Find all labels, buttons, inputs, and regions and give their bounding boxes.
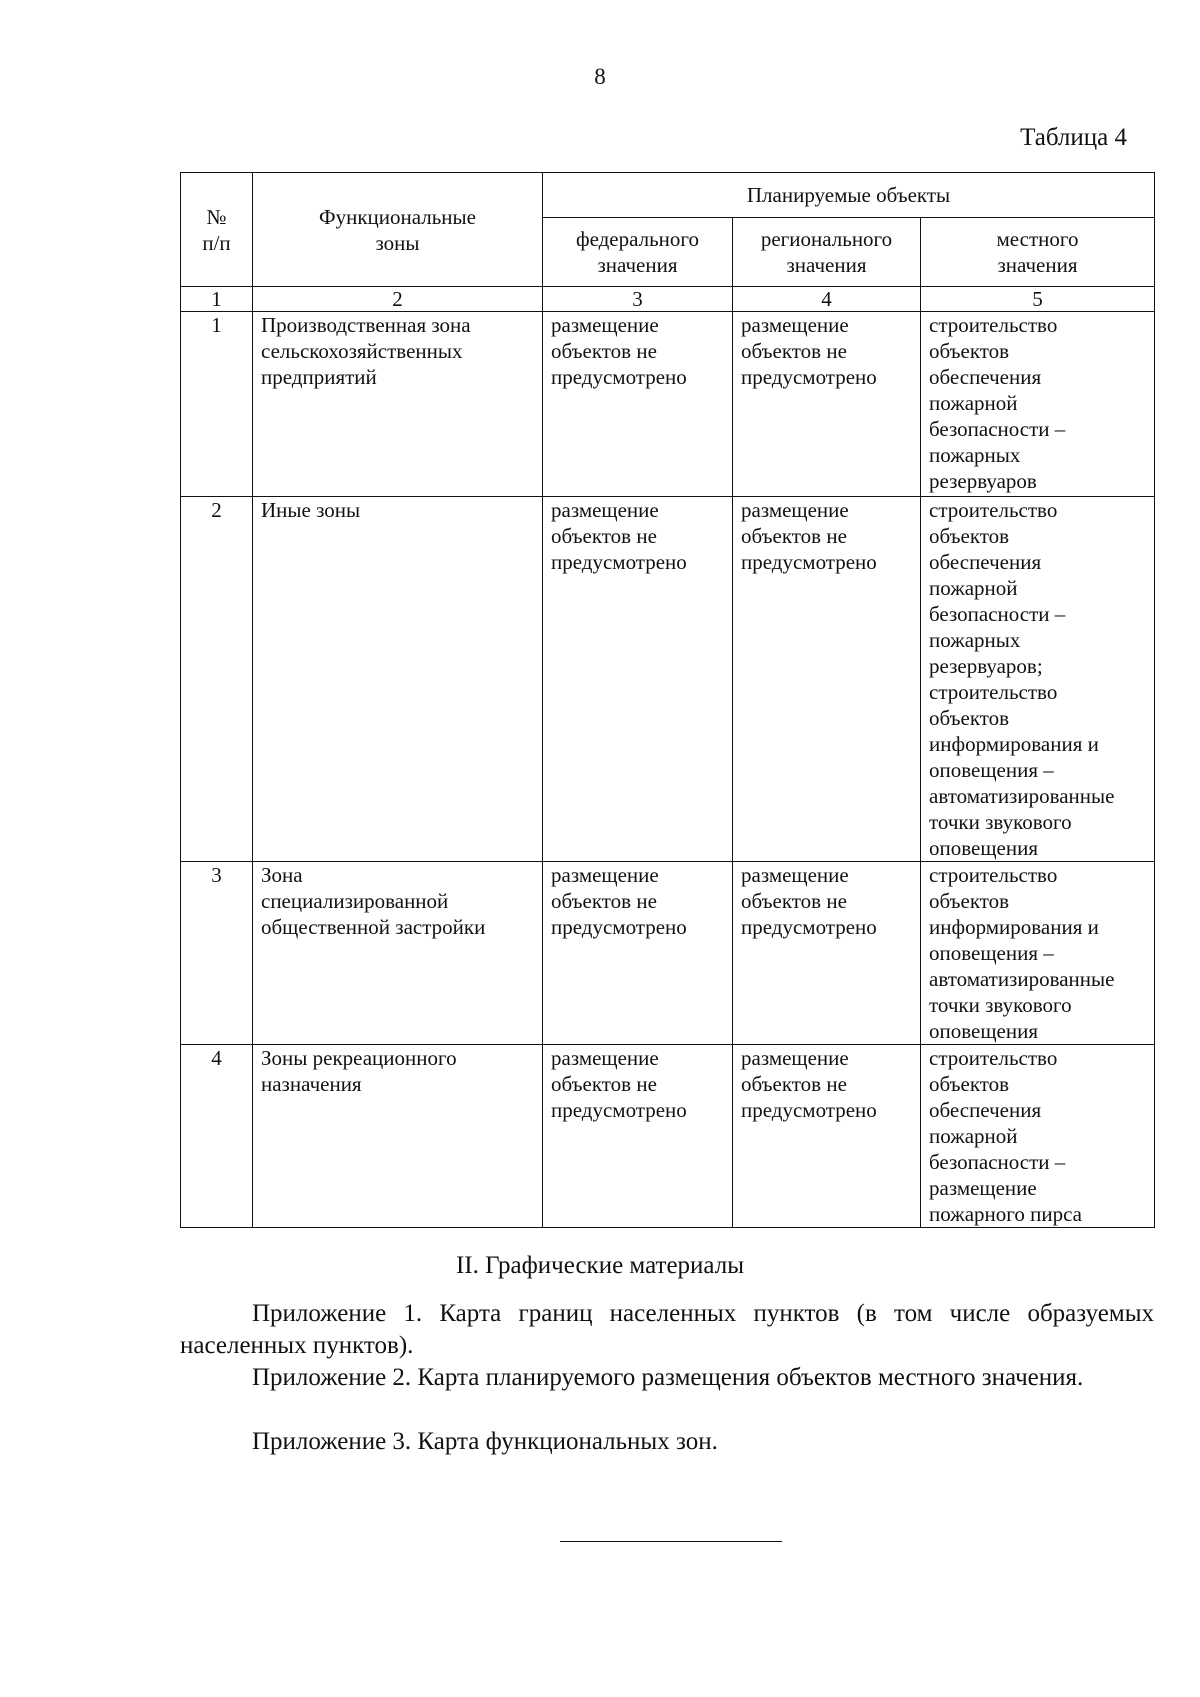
page-number: 8 [594,64,606,89]
planned-objects-table [180,172,1155,1228]
local-objects: строительство объектов информирования и оповещения – автоматизированные точки звукового оповещения [921,862,1155,1045]
row-number: 4 [181,1045,253,1228]
table-row [181,497,1155,862]
appendix-3: Приложение 3. Карта функциональных зон. [252,1428,718,1455]
table-caption: Таблица 4 [1020,124,1127,151]
header-local: местного значения [921,218,1155,287]
header-zones: Функциональные зоны [253,173,543,287]
header-federal: федерального значения [543,218,733,287]
federal-objects: размещение объектов не предусмотрено [543,862,733,1045]
table-row [181,1045,1155,1228]
federal-objects: размещение объектов не предусмотрено [543,497,733,862]
header-planned-objects: Планируемые объекты [543,173,1155,218]
regional-objects: размещение объектов не предусмотрено [733,1045,921,1228]
column-number: 5 [921,287,1155,312]
row-number: 2 [181,497,253,862]
regional-objects: размещение объектов не предусмотрено [733,497,921,862]
federal-objects: размещение объектов не предусмотрено [543,1045,733,1228]
regional-objects: размещение объектов не предусмотрено [733,862,921,1045]
header-regional: регионального значения [733,218,921,287]
local-objects: строительство объектов обеспечения пожарной безопасности – пожарных резервуаров; строительство объектов информирования и оповещения – автоматизированные точки звукового оповещения [921,497,1155,862]
column-number: 2 [253,287,543,312]
section-title: II. Графические материалы [455,1252,745,1279]
local-objects: строительство объектов обеспечения пожарной безопасности – размещение пожарного пирса [921,1045,1155,1228]
regional-objects: размещение объектов не предусмотрено [733,312,921,497]
row-number: 1 [181,312,253,497]
row-number: 3 [181,862,253,1045]
column-number: 3 [543,287,733,312]
closing-divider [560,1541,782,1542]
local-objects: строительство объектов обеспечения пожарной безопасности – пожарных резервуаров [921,312,1155,497]
table-row [181,862,1155,1045]
appendix-2: Приложение 2. Карта планируемого размещения объектов местного значения. [252,1364,1084,1391]
header-num: № п/п [181,173,253,287]
column-numbers-row [181,287,1155,312]
appendix-1: Приложение 1. Карта границ населенных пунктов (в том числе образуемых населенных пунктов). [180,1300,1154,1359]
zone-name: Зоны рекреационного назначения [253,1045,543,1228]
federal-objects: размещение объектов не предусмотрено [543,312,733,497]
zone-name: Производственная зона сельскохозяйственных предприятий [253,312,543,497]
column-number: 4 [733,287,921,312]
column-number: 1 [181,287,253,312]
zone-name: Зона специализированной общественной застройки [253,862,543,1045]
table-row [181,312,1155,497]
zone-name: Иные зоны [253,497,543,862]
